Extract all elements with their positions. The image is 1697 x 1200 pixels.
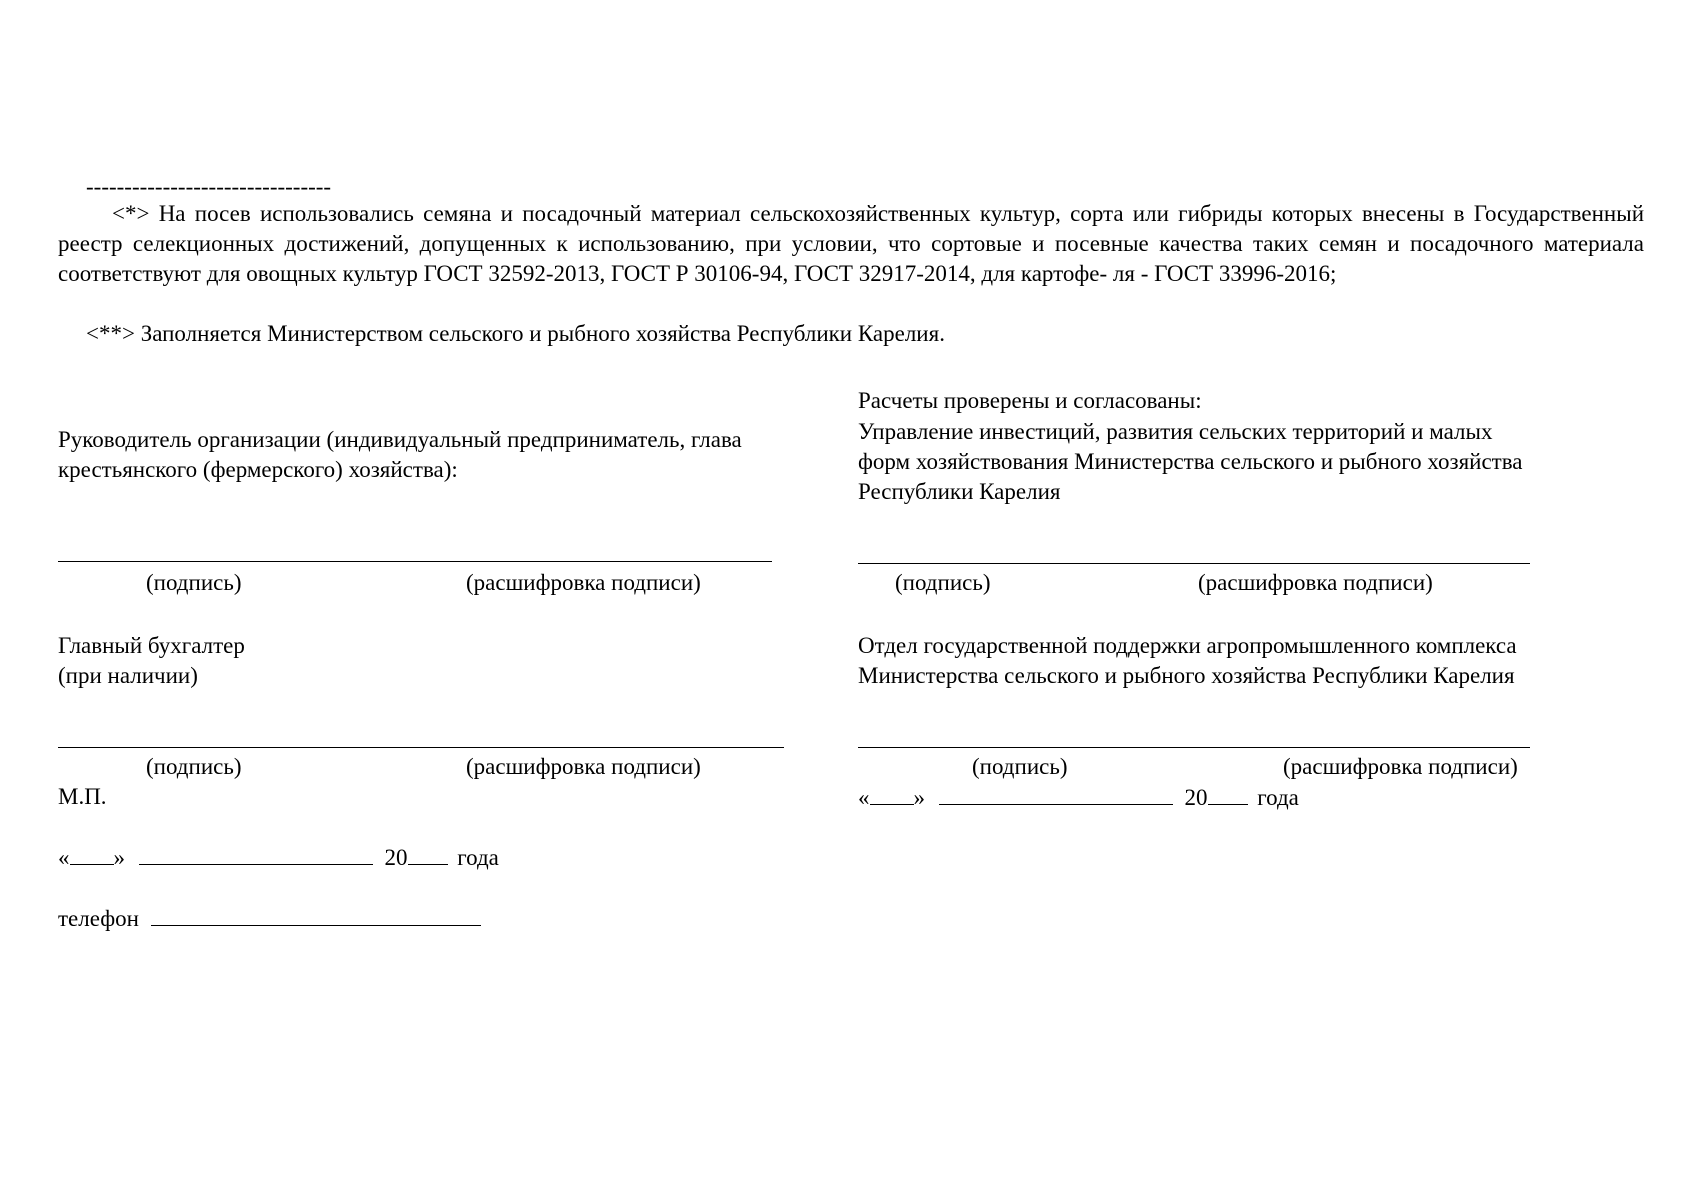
accountant-signature-label: (подпись) <box>146 754 242 779</box>
stamp-label: М.П. <box>58 784 107 809</box>
right-date-year-blank[interactable] <box>1208 782 1248 805</box>
phone-field <box>58 903 481 934</box>
dept1-signature-decode-label: (расшифровка подписи) <box>1198 570 1433 595</box>
approved-title: Расчеты проверены и согласованы: <box>858 388 1202 413</box>
dept1-line3: Республики Карелия <box>858 479 1061 504</box>
accountant-title-line2: (при наличии) <box>58 663 198 688</box>
date-quote-close: » <box>913 785 925 810</box>
head-signature-label: (подпись) <box>146 570 242 595</box>
right-date-field <box>858 782 1299 813</box>
dept2-line2: Министерства сельского и рыбного хозяйства Республики Карелия <box>858 663 1515 688</box>
head-signature-line[interactable] <box>58 561 772 562</box>
dept1-signature-line[interactable] <box>858 563 1530 564</box>
date-year-prefix: 20 <box>384 845 408 870</box>
accountant-signature-decode-label: (расшифровка подписи) <box>466 754 701 779</box>
phone-blank[interactable] <box>151 903 481 926</box>
dept1-signature-label: (подпись) <box>895 570 991 595</box>
footnote-separator: -------------------------------- <box>86 174 332 199</box>
dept1-line1: Управление инвестиций, развития сельских территорий и малых <box>858 419 1493 444</box>
phone-label: телефон <box>58 906 139 931</box>
head-title-line1: Руководитель организации (индивидуальный предприниматель, глава <box>58 427 742 452</box>
footnote-2: <**> Заполняется Министерством сельского и рыбного хозяйства Республики Карелия. <box>86 321 945 346</box>
left-date-day-blank[interactable] <box>70 842 114 865</box>
accountant-title-line1: Главный бухгалтер <box>58 633 245 658</box>
date-quote-open: « <box>58 845 70 870</box>
date-year-prefix: 20 <box>1184 785 1208 810</box>
head-signature-decode-label: (расшифровка подписи) <box>466 570 701 595</box>
left-date-field <box>58 842 499 873</box>
date-year-suffix: года <box>1257 785 1299 810</box>
footnote-1: <*> На посев использовались семяна и посадочный материал сельскохозяйственных культур, сорта или гибриды которых внесены в Государственный реестр селекционных достижений, допущенных к использованию, при условии, что сортовые и посевные качества таких семян и посадочного материала соответствуют для овощных культур ГОСТ 32592-2013, ГОСТ Р 30106-94, ГОСТ 32917-2014, для картофе- ля - ГОСТ 33996-2016; <box>58 201 1644 286</box>
dept2-line1: Отдел государственной поддержки агропромышленного комплекса <box>858 633 1517 658</box>
head-title-line2: крестьянского (фермерского) хозяйства): <box>58 457 458 482</box>
left-date-year-blank[interactable] <box>408 842 448 865</box>
dept2-signature-decode-label: (расшифровка подписи) <box>1283 754 1518 779</box>
dept1-line2: форм хозяйствования Министерства сельского и рыбного хозяйства <box>858 449 1523 474</box>
left-date-month-blank[interactable] <box>139 842 373 865</box>
date-year-suffix: года <box>457 845 499 870</box>
right-date-month-blank[interactable] <box>939 782 1173 805</box>
dept2-signature-label: (подпись) <box>972 754 1068 779</box>
accountant-signature-line[interactable] <box>58 747 784 748</box>
right-date-day-blank[interactable] <box>870 782 914 805</box>
dept2-signature-line[interactable] <box>858 747 1530 748</box>
date-quote-open: « <box>858 785 870 810</box>
date-quote-close: » <box>113 845 125 870</box>
